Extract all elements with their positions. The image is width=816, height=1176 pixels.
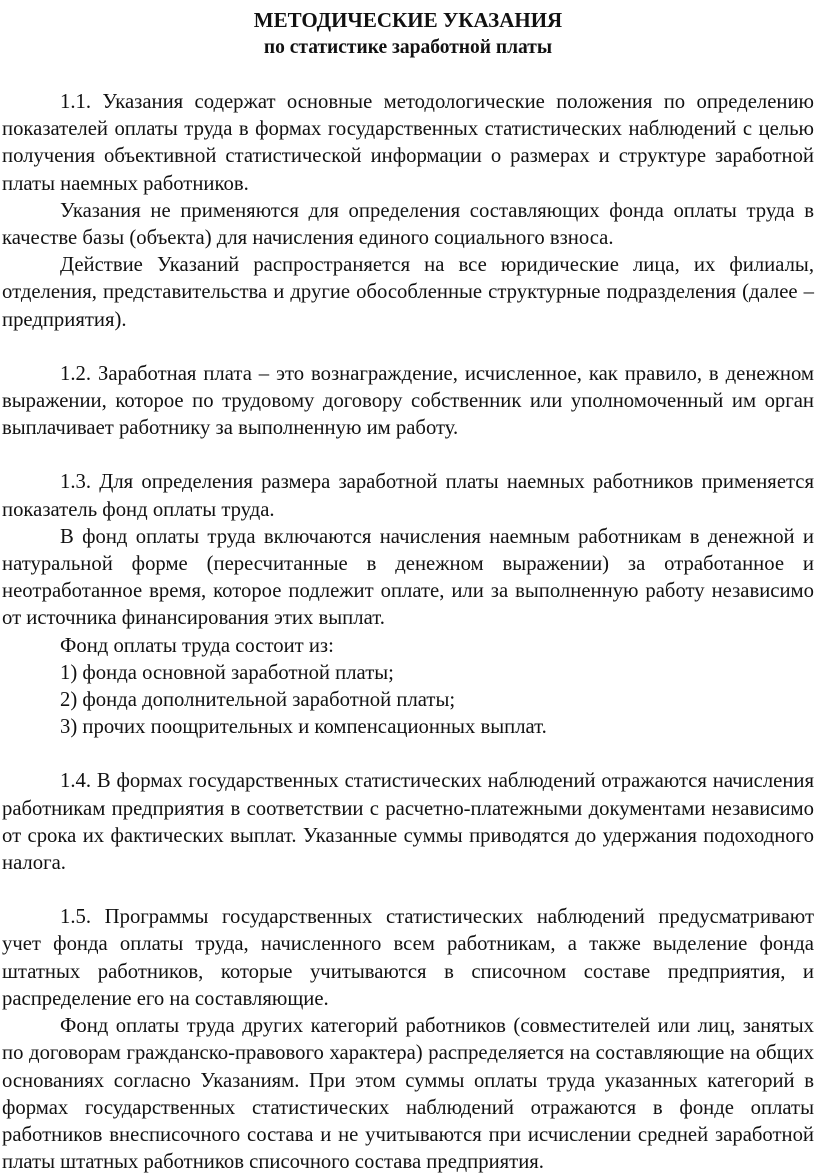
paragraph: Фонд оплаты труда других категорий работников (совместителей или лиц, занятых по договорам гражданско-правового характера) распределяется на составляющие на общих основаниях согласно Указаниям. При этом суммы оплаты труда указанных категорий в формах государственных статистических наблюдений отражаются в фонде оплаты работников внесписочного состава и не учитываются при исчислении средней заработной платы штатных работников списочного состава предприятия.	[2, 1015, 814, 1174]
list-item: 2) фонда дополнительной заработной платы;	[60, 689, 456, 712]
paragraph: Фонд оплаты труда состоит из:	[60, 634, 334, 657]
document-title: МЕТОДИЧЕСКИЕ УКАЗАНИЯ	[253, 8, 563, 32]
list-item: 1) фонда основной заработной платы;	[60, 661, 394, 684]
section-1-1	[2, 89, 814, 334]
spacer	[2, 442, 814, 469]
spacer	[2, 334, 814, 361]
list-item: 3) прочих поощрительных и компенсационных выплат.	[60, 716, 547, 739]
spacer	[2, 741, 814, 768]
paragraph: 1.4. В формах государственных статистических наблюдений отражаются начисления работникам предприятия в соответствии с расчетно-платежными документами независимо от срока их фактических выплат. Указанные суммы приводятся до удержания подоходного налога.	[2, 770, 814, 875]
paragraph: Указания не применяются для определения составляющих фонда оплаты труда в качестве базы (объекта) для начисления единого социального взноса.	[2, 199, 814, 250]
section-1-4	[2, 768, 814, 877]
paragraph: В фонд оплаты труда включаются начисления наемным работникам в денежной и натуральной форме (пересчитанные в денежном выражении) за отработанное и неотработанное время, которое подлежит оплате, или за выполненную работу независимо от источника финансирования этих выплат.	[2, 525, 814, 630]
section-1-3	[2, 469, 814, 741]
spacer	[2, 62, 814, 89]
document-subtitle: по статистике заработной платы	[263, 37, 553, 58]
paragraph: 1.2. Заработная плата – это вознаграждение, исчисленное, как правило, в денежном выражении, которое по трудовому договору собственник или уполномоченный им орган выплачивает работнику за выполненную им работу.	[2, 362, 814, 440]
section-1-5	[2, 904, 814, 1176]
paragraph: 1.5. Программы государственных статистических наблюдений предусматривают учет фонда оплаты труда, начисленного всем работникам, а также выделение фонда штатных работников, которые учитываются в списочном составе предприятия, и распределение его на составляющие.	[2, 906, 814, 1010]
spacer	[2, 877, 814, 904]
paragraph: 1.3. Для определения размера заработной платы наемных работников применяется показатель фонд оплаты труда.	[2, 471, 814, 521]
section-1-2	[2, 361, 814, 443]
paragraph: Действие Указаний распространяется на все юридические лица, их филиалы, отделения, представительства и другие обособленные структурные подразделения (далее – предприятия).	[2, 254, 814, 331]
paragraph: 1.1. Указания содержат основные методологические положения по определению показателей оплаты труда в формах государственных статистических наблюдений с целью получения объективной статистической информации о размерах и структуре заработной платы наемных работников.	[2, 91, 814, 195]
